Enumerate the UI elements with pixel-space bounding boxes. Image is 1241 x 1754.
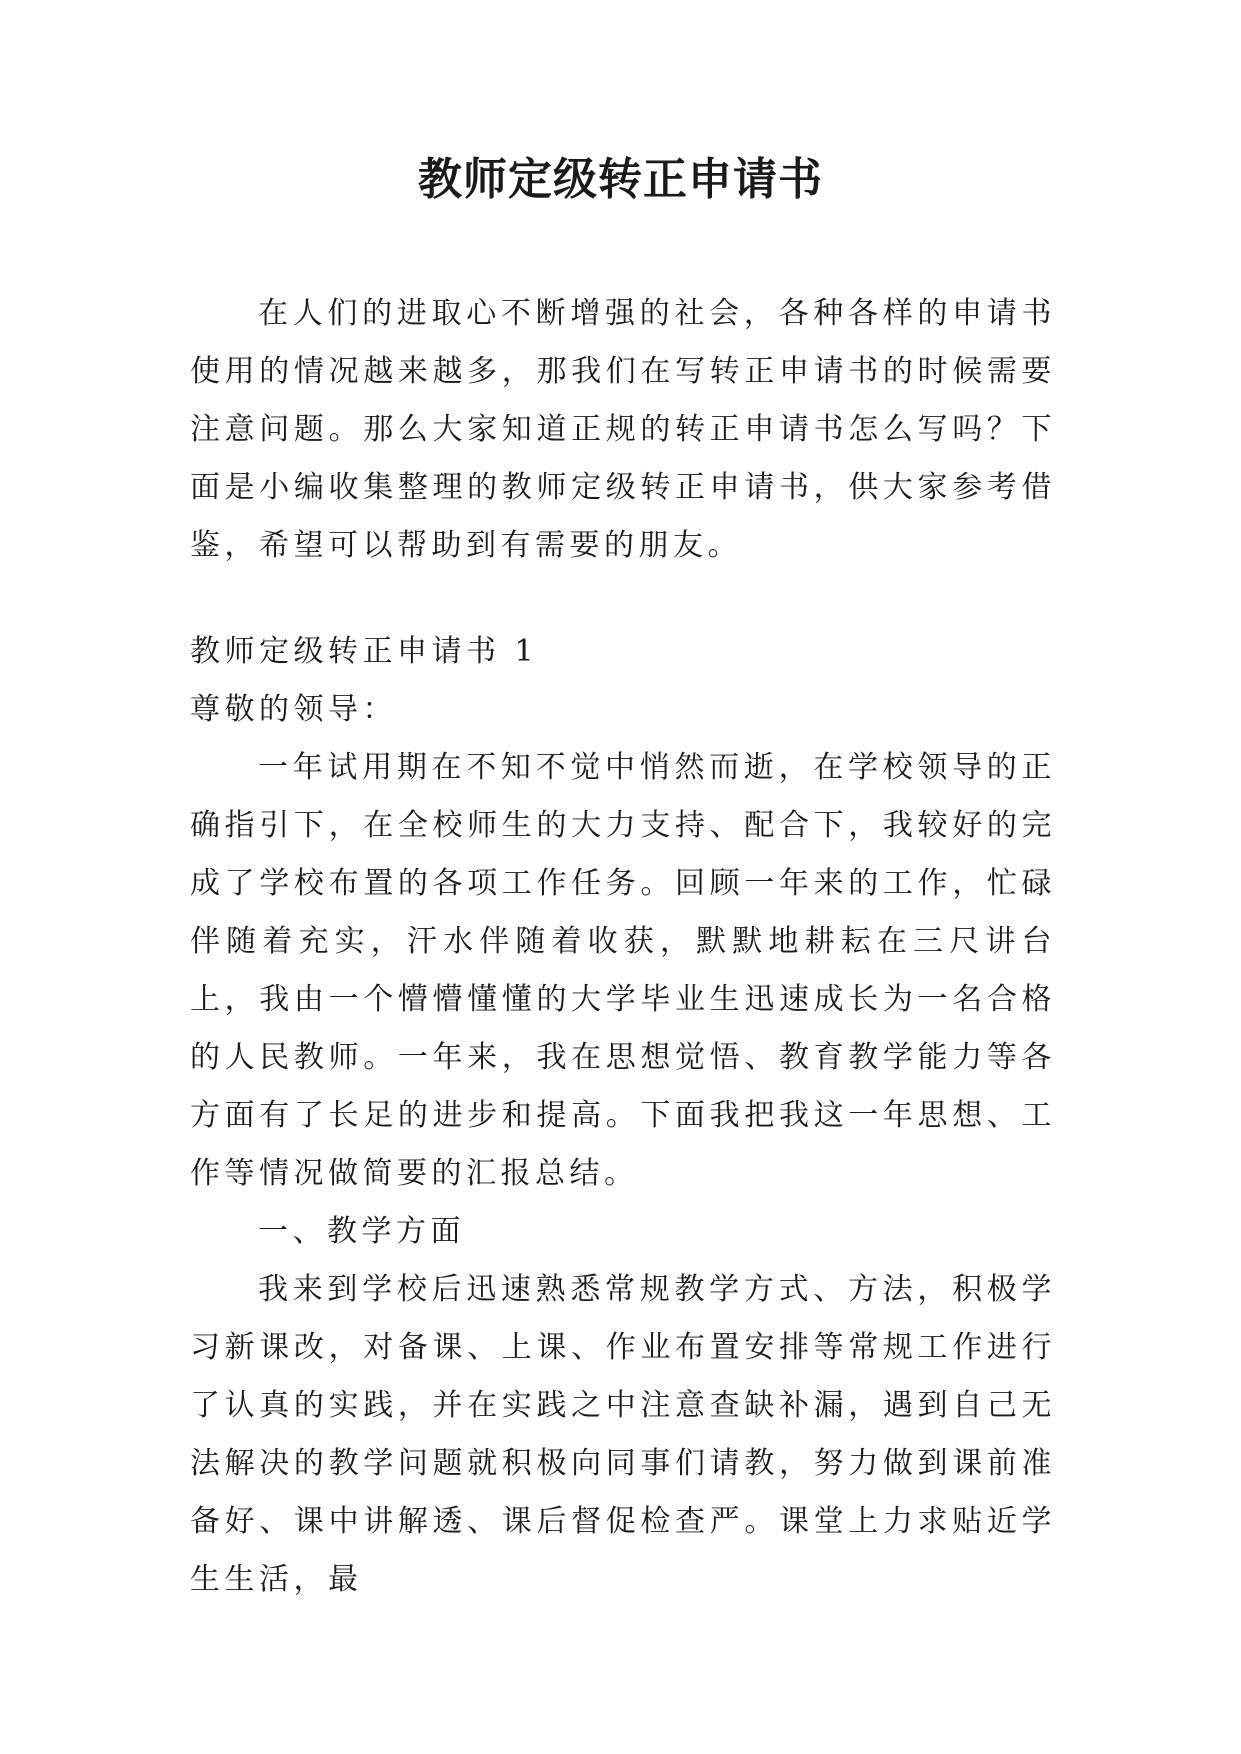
paragraph-gap [190,575,1056,623]
body-paragraph-2: 我来到学校后迅速熟悉常规教学方式、方法，积极学习新课改，对备课、上课、作业布置安排等常规工作进行了认真的实践，并在实践之中注意查缺补漏，遇到自己无法解决的教学问题就积极向同事们请教，努力做到课前准备好、课中讲解透、课后督促检查严。课堂上力求贴近学生生活，最 [190,1272,1056,1597]
salutation: 尊敬的领导： [190,692,397,727]
section-heading: 教师定级转正申请书 1 [190,634,539,669]
document-title: 教师定级转正申请书 [418,154,823,205]
subheading-teaching: 一、教学方面 [258,1214,465,1249]
intro-paragraph: 在人们的进取心不断增强的社会，各种各样的申请书使用的情况越来越多，那我们在写转正申请书的时候需要注意问题。那么大家知道正规的转正申请书怎么写吗？下面是小编收集整理的教师定级转正申请书，供大家参考借鉴，希望可以帮助到有需要的朋友。 [190,296,1056,563]
body-paragraph-1: 一年试用期在不知不觉中悄然而逝，在学校领导的正确指引下，在全校师生的大力支持、配合下，我较好的完成了学校布置的各项工作任务。回顾一年来的工作，忙碌伴随着充实，汗水伴随着收获，默默地耕耘在三尺讲台上，我由一个懵懵懂懂的大学毕业生迅速成长为一名合格的人民教师。一年来，我在思想觉悟、教育教学能力等各方面有了长足的进步和提高。下面我把我这一年思想、工作等情况做简要的汇报总结。 [190,750,1056,1191]
document-body [190,285,1056,1609]
